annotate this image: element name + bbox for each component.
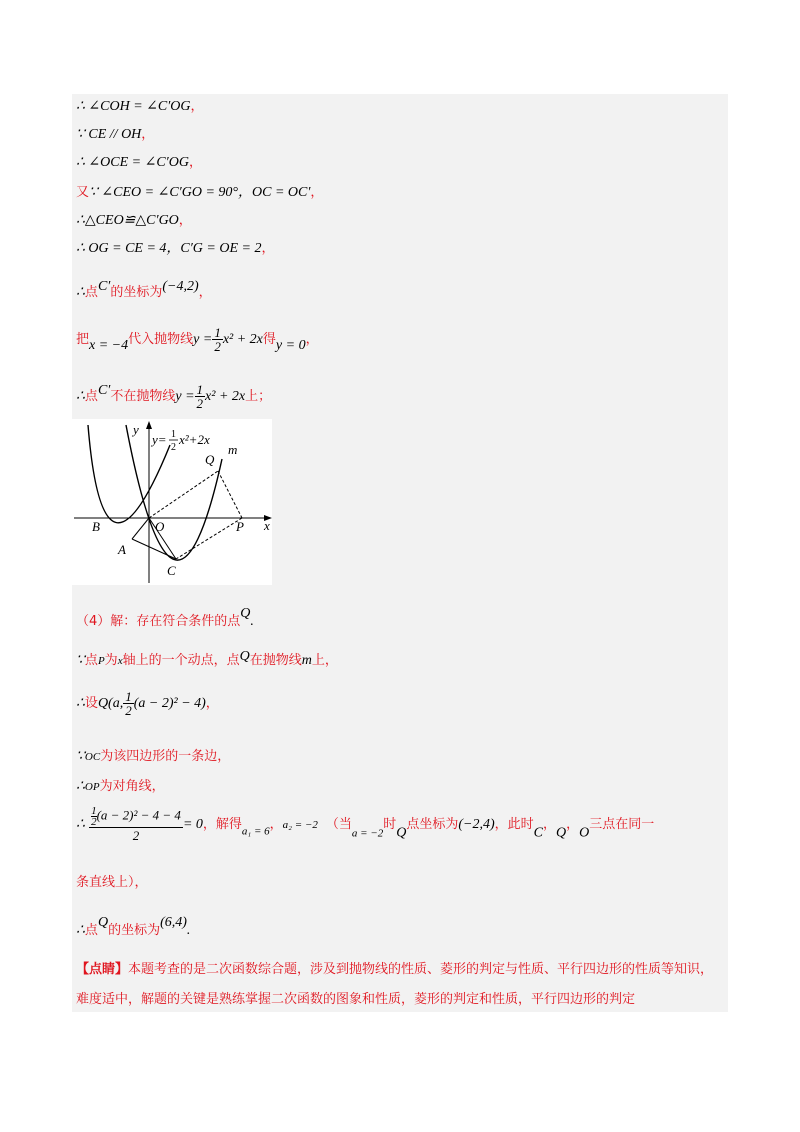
part4-line-3 — [76, 748, 230, 766]
math: C — [533, 825, 544, 841]
eq-label-rhs: x²+2x — [179, 432, 210, 447]
x-axis-label: x — [264, 518, 270, 533]
segment-PC — [176, 518, 242, 559]
text: 得 — [262, 332, 276, 347]
math-point: Q — [97, 915, 109, 930]
math: OP — [84, 781, 100, 793]
punct: ， — [190, 99, 204, 114]
denominator: 2 — [125, 703, 132, 718]
segment-QP — [218, 471, 242, 518]
math-coordinate: (−2,4) — [458, 817, 495, 832]
proof-line-9 — [76, 382, 271, 410]
part4-line-1 — [76, 648, 338, 670]
math-point: Q — [240, 606, 251, 621]
math: (a − 2)² − 4) — [133, 696, 206, 711]
proof-line-3 — [76, 154, 202, 172]
math: x² + 2x — [205, 389, 246, 404]
numerator: 1 — [91, 805, 97, 817]
punct: ， — [261, 241, 275, 256]
segment-OA — [132, 518, 149, 539]
label-Q: Q — [205, 452, 215, 467]
proof-line-7 — [76, 278, 212, 302]
punct: ， — [566, 817, 580, 832]
math: x — [117, 655, 123, 667]
punct: ， — [543, 817, 557, 832]
text: 点 — [84, 923, 98, 938]
y-axis-arrow — [146, 421, 152, 429]
text: 轴上的一个动点，点 — [122, 653, 240, 668]
note-text: 本题考查的是二次函数综合题，涉及到抛物线的性质、菱形的判定与性质、平行四边形的性质等知识，难度适中，解题的关键是熟练掌握二次函数的图象和性质，菱形的判定和性质，平行四边形的判定 — [76, 962, 714, 1007]
equation-denominator: 2 — [132, 828, 140, 843]
proof-line-1 — [76, 98, 204, 116]
text: 点坐标为 — [406, 817, 459, 832]
denominator: 2 — [214, 339, 221, 354]
label-B: B — [92, 519, 100, 534]
math: Q — [556, 825, 567, 841]
part4-equation-line — [76, 806, 654, 860]
text: 时 — [383, 817, 397, 832]
therefore-symbol: ∴ — [76, 696, 85, 711]
math-angle-equality: ∴ ∠OCE = ∠C′OG — [76, 155, 189, 170]
equation-numerator — [89, 806, 183, 828]
text: 为该四边形的一条边， — [100, 749, 231, 764]
label-m: m — [228, 442, 238, 457]
therefore-symbol: ∴ — [76, 923, 85, 938]
text: 代入抛物线 — [128, 332, 194, 347]
because-symbol: ∵ — [76, 749, 85, 764]
part4-conclusion — [76, 914, 190, 940]
math-point: C′ — [97, 383, 111, 398]
math-angle-equality: ∴ ∠COH = ∠C′OG — [76, 99, 191, 114]
text: 设 — [84, 696, 98, 711]
math: y = — [193, 332, 213, 347]
text: 在抛物线 — [249, 653, 302, 668]
numerator: 1 — [214, 325, 221, 340]
text: 为对角线， — [99, 779, 165, 794]
parabola-figure — [72, 419, 272, 585]
therefore-symbol: ∴ — [76, 389, 85, 404]
eq-label-den: 2 — [171, 442, 176, 453]
math-lengths: ∴ OG = CE = 4，C′G = OE = 2 — [76, 241, 262, 256]
punct: ， — [141, 127, 155, 142]
math-coordinate: (−4,2) — [162, 279, 199, 294]
math: x² + 2x — [222, 332, 263, 347]
text: 上； — [245, 389, 272, 404]
numerator: 1 — [125, 689, 132, 704]
math-point: C′ — [97, 279, 111, 294]
text: 三点在同一 — [589, 817, 655, 832]
math: O — [579, 825, 590, 841]
punct: ， — [305, 332, 319, 347]
math: y = — [175, 389, 195, 404]
eq-label-num: 1 — [171, 429, 176, 440]
numerator-expression: (a − 2)² − 4 − 4 — [96, 807, 181, 823]
key-point-note — [76, 955, 726, 1015]
punct: . — [250, 614, 254, 629]
because-symbol: ∵ — [76, 653, 85, 668]
label-A: A — [118, 542, 126, 557]
punct: ， — [269, 817, 283, 832]
fraction-half — [195, 383, 206, 410]
punct: ， — [205, 696, 219, 711]
math: OC — [84, 751, 101, 763]
text: （当 — [325, 817, 352, 832]
fraction-half — [212, 326, 223, 353]
punct: ， — [178, 213, 192, 228]
eq-label-lhs: y= — [152, 432, 167, 447]
math: Q — [239, 649, 250, 664]
math: = 0 — [182, 817, 203, 832]
punct: ， — [188, 155, 202, 170]
text: （4）解：存在符合条件的点 — [76, 614, 241, 629]
math-congruence: ∴△CEO≌△C′GO — [76, 213, 179, 228]
label-C: C — [167, 563, 176, 578]
label-O: O — [155, 519, 165, 534]
punct: . — [186, 923, 191, 938]
proof-line-8 — [76, 326, 319, 353]
part4-line-4 — [76, 778, 165, 796]
therefore-symbol: ∴ — [76, 817, 85, 832]
math: m — [301, 653, 312, 668]
text: ，解得 — [202, 817, 242, 832]
numerator: 1 — [196, 382, 204, 397]
fraction-half — [123, 690, 134, 717]
math-x-value: x = −4 — [89, 338, 129, 353]
text-you: 又 — [76, 185, 90, 200]
text: 为 — [104, 653, 118, 668]
therefore-symbol: ∴ — [76, 779, 85, 794]
equation-fraction — [89, 806, 183, 844]
punct: ， — [198, 285, 212, 300]
proof-line-6 — [76, 240, 275, 258]
math: a = −2 — [351, 827, 384, 840]
part4-line-2 — [76, 690, 219, 717]
note-tag: 【点睛】 — [76, 962, 129, 977]
text: ，此时 — [494, 817, 534, 832]
math-root-2: a₂ = −2 — [282, 819, 318, 831]
part4-line-6 — [76, 874, 148, 892]
text: 点 — [84, 653, 98, 668]
text: 点 — [84, 285, 98, 300]
segment-OQ — [149, 471, 218, 518]
figure-svg — [72, 419, 272, 585]
proof-line-4 — [76, 184, 323, 202]
text: 把 — [76, 332, 90, 347]
y-axis-label: y — [133, 422, 139, 437]
denominator: 2 — [196, 396, 204, 411]
punct: ， — [310, 185, 324, 200]
text: 上， — [311, 653, 338, 668]
denominator: 2 — [91, 816, 97, 828]
math-parallel: ∵ CE // OH — [76, 127, 142, 142]
math-coordinate: (6,4) — [160, 915, 187, 930]
math-right-angles: ∵ ∠CEO = ∠C′GO = 90°，OC = OC′ — [89, 185, 311, 200]
text: 条直线上）， — [76, 875, 148, 890]
proof-line-5 — [76, 212, 192, 230]
math: Q(a, — [97, 696, 124, 711]
text: 的坐标为 — [108, 923, 161, 938]
text: 不在抛物线 — [110, 389, 176, 404]
therefore-symbol: ∴ — [76, 285, 85, 300]
proof-line-2 — [76, 126, 154, 144]
math-y-value: y = 0 — [275, 338, 306, 353]
part4-heading — [76, 605, 254, 631]
math-root-1: a₁ = 6 — [241, 825, 270, 838]
math: Q — [396, 825, 407, 841]
math: P — [97, 655, 105, 667]
label-P: P — [236, 519, 244, 534]
text: 点 — [84, 389, 98, 404]
text: 的坐标为 — [110, 285, 163, 300]
